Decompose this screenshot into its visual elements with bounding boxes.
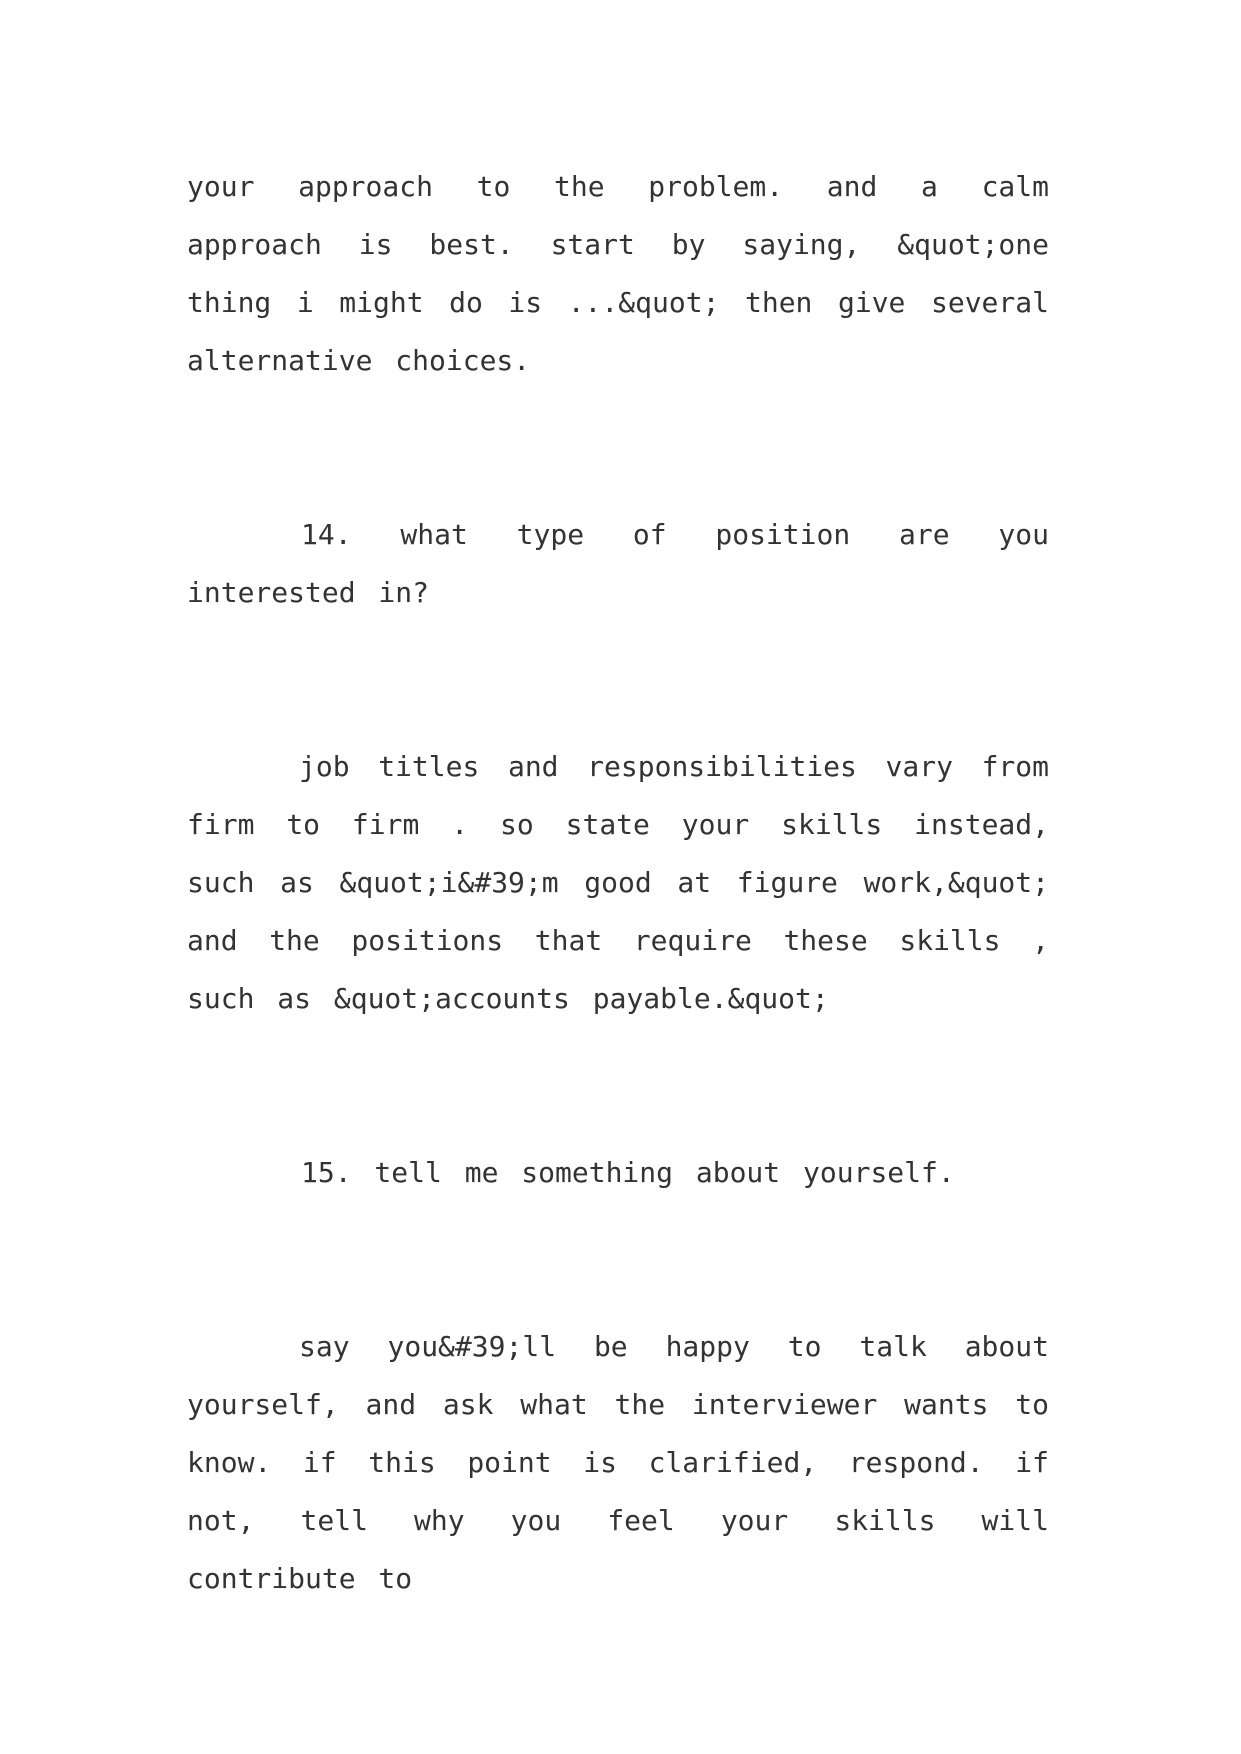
question-14: 14. what type of position are you interested in? bbox=[187, 518, 1049, 609]
question-15: 15. tell me something about yourself. bbox=[301, 1156, 955, 1189]
paragraph-approach-continuation: your approach to the problem. and a calm approach is best. start by saying, &quot;one thing i might do is ...&quot; then give several alternative choices. bbox=[187, 170, 1049, 377]
answer-15: say you&#39;ll be happy to talk about yourself, and ask what the interviewer wants to know. if this point is clarified, respond. if not, tell why you feel your skills will contribute to bbox=[187, 1330, 1049, 1595]
answer-14: job titles and responsibilities vary from firm to firm . so state your skills instead, such as &quot;i&#39;m good at figure work,&quot; and the positions that require these skills , such as &quot;accounts payable.&quot; bbox=[187, 750, 1049, 1015]
